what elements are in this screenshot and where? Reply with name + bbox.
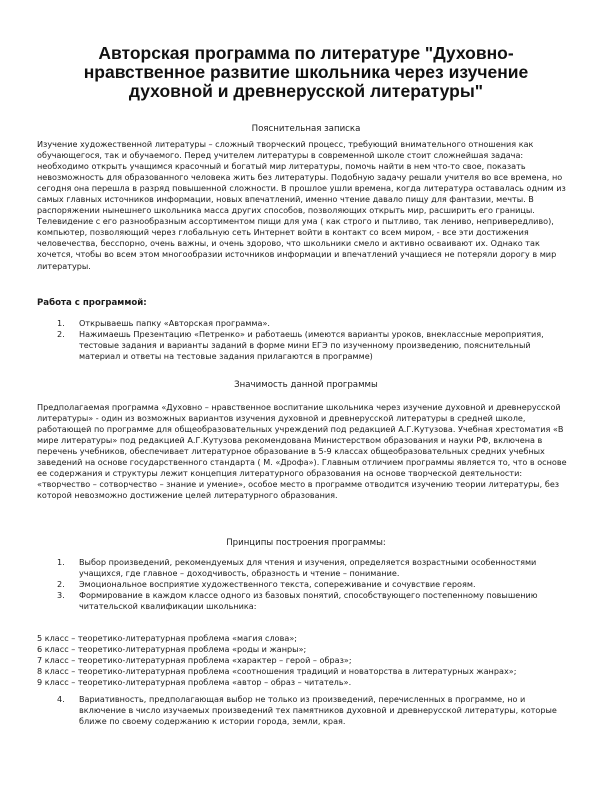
principles-list <box>37 557 567 612</box>
list-text: Открываешь папку «Авторская программа». <box>79 318 270 328</box>
list-text: Формирование в каждом классе одного из базовых понятий, способствующего постепенному повышению читательской квалификации школьника: <box>79 590 538 612</box>
list-number: 4. <box>57 694 65 704</box>
grade-line: 9 класс – теоретико-литературная проблема «автор – образ – читатель». <box>37 677 352 688</box>
list-number: 1. <box>57 557 65 567</box>
list-text: Нажимаешь Презентацию «Петренко» и работаешь (имеются варианты уроков, внеклассные мероприятия, тестовые задания и варианты заданий в форме мини ЕГЭ по изученному произведению, пояснительный материал и ответы на тестовые задания прилагаются в программе) <box>79 329 544 362</box>
list-item <box>37 557 567 579</box>
list-item <box>37 318 567 329</box>
heading-explanatory: Пояснительная записка <box>251 124 361 134</box>
list-item <box>37 694 567 727</box>
list-number: 2. <box>57 329 65 340</box>
paragraph-explanatory: Изучение художественной литературы – сложный творческий процесс, требующий внимательного отношения как обучающегося, так и обучаемого. Перед учителем литературы в современной школе стоит сложнейшая задача: необходимо открыть учащимся красочный и богатый мир литературы, помочь найти в нем что-то свое, показать невозможность для образованного человека жить без литературы. Подобную задачу решали учителя во все времена, но сегодня она перешла в разряд повышенной сложности. В прошлое ушли времена, когда литература оставалась одним из самых главных источников информации, новых впечатлений, именно чтение давало пищу для фантазии, мечты. В распоряжении нынешнего школьника масса других способов, позволяющих открыть мир, расширить его границы. Телевидение с его разнообразным ассортиментом пищи для ума ( как строго и пытливо, так лениво, непривередливо), компьютер, позволяющий через глобальную сеть Интернет войти в контакт со всем миром, - все эти достижения человечества, бесспорно, очень важны, и очень здорово, что школьники смело и активно осваивают их. Однако так хочется, чтобы во всем этом многообразии источников информации и впечатлений учащиеся не потеряли дорогу в мир литературы. <box>37 139 566 271</box>
list-number: 3. <box>57 590 65 601</box>
list-item <box>37 329 567 362</box>
list-text: Эмоциональное восприятие художественного текста, сопереживание и сочувствие героям. <box>79 579 476 590</box>
list-item <box>37 590 567 612</box>
grade-line: 7 класс – теоретико-литературная проблема «характер – герой – образ»; <box>37 655 352 666</box>
heading-significance: Значимость данной программы <box>234 380 378 390</box>
work-list <box>37 318 567 362</box>
heading-work: Работа с программой: <box>37 298 147 308</box>
list-text: Выбор произведений, рекомендуемых для чтения и изучения, определяется возрастными особенностями учащихся, где главное – доходчивость, образность и чтение – понимание. <box>79 557 537 579</box>
grade-line: 6 класс – теоретико-литературная проблема «роды и жанры»; <box>37 644 307 655</box>
principles-list-continued <box>37 694 567 727</box>
document-title: Авторская программа по литературе "Духовно-нравственное развитие школьника через изучение духовной и древнерусской литературы" <box>83 43 529 101</box>
grade-line: 5 класс – теоретико-литературная проблема «магия слова»; <box>37 633 298 643</box>
grades-list <box>37 633 577 688</box>
heading-principles: Принципы построения программы: <box>226 538 386 548</box>
list-number: 1. <box>57 318 65 328</box>
list-item <box>37 579 567 590</box>
list-text: Вариативность, предполагающая выбор не только из произведений, перечисленных в программе, но и включение в число изучаемых произведений тех памятников духовной и древнерусской литературы, которые ближе по своему содержанию к истории города, земли, края. <box>79 694 557 727</box>
paragraph-significance: Предполагаемая программа «Духовно – нравственное воспитание школьника через изучение духовной и древнерусской литературы» - один из возможных вариантов изучения духовной и древнерусской литературы в средней школе, работающей по программе для общеобразовательных учреждений под редакцией А.Г.Кутузова. Учебная хрестоматия «В мире литературы» под редакцией А.Г.Кутузова рекомендована Министерством образования и науки РФ, включена в перечень учебников, обеспечивает литературное образование в 5-9 классах общеобразовательных средних учебных заведений на основе государственного стандарта ( М. «Дрофа»). Главным отличием программы является то, что в основе ее содержания и структуры лежит концепция литературного образования на основе творческой деятельности: «творчество – сотворчество – знание и умение», особое место в программе отводится изучению теории литературы, без которой невозможно достижение целей литературного образования. <box>37 402 567 501</box>
grade-line: 8 класс – теоретико-литературная проблема «соотношения традиций и новаторства в литературных жанрах»; <box>37 666 517 677</box>
list-number: 2. <box>57 579 65 590</box>
